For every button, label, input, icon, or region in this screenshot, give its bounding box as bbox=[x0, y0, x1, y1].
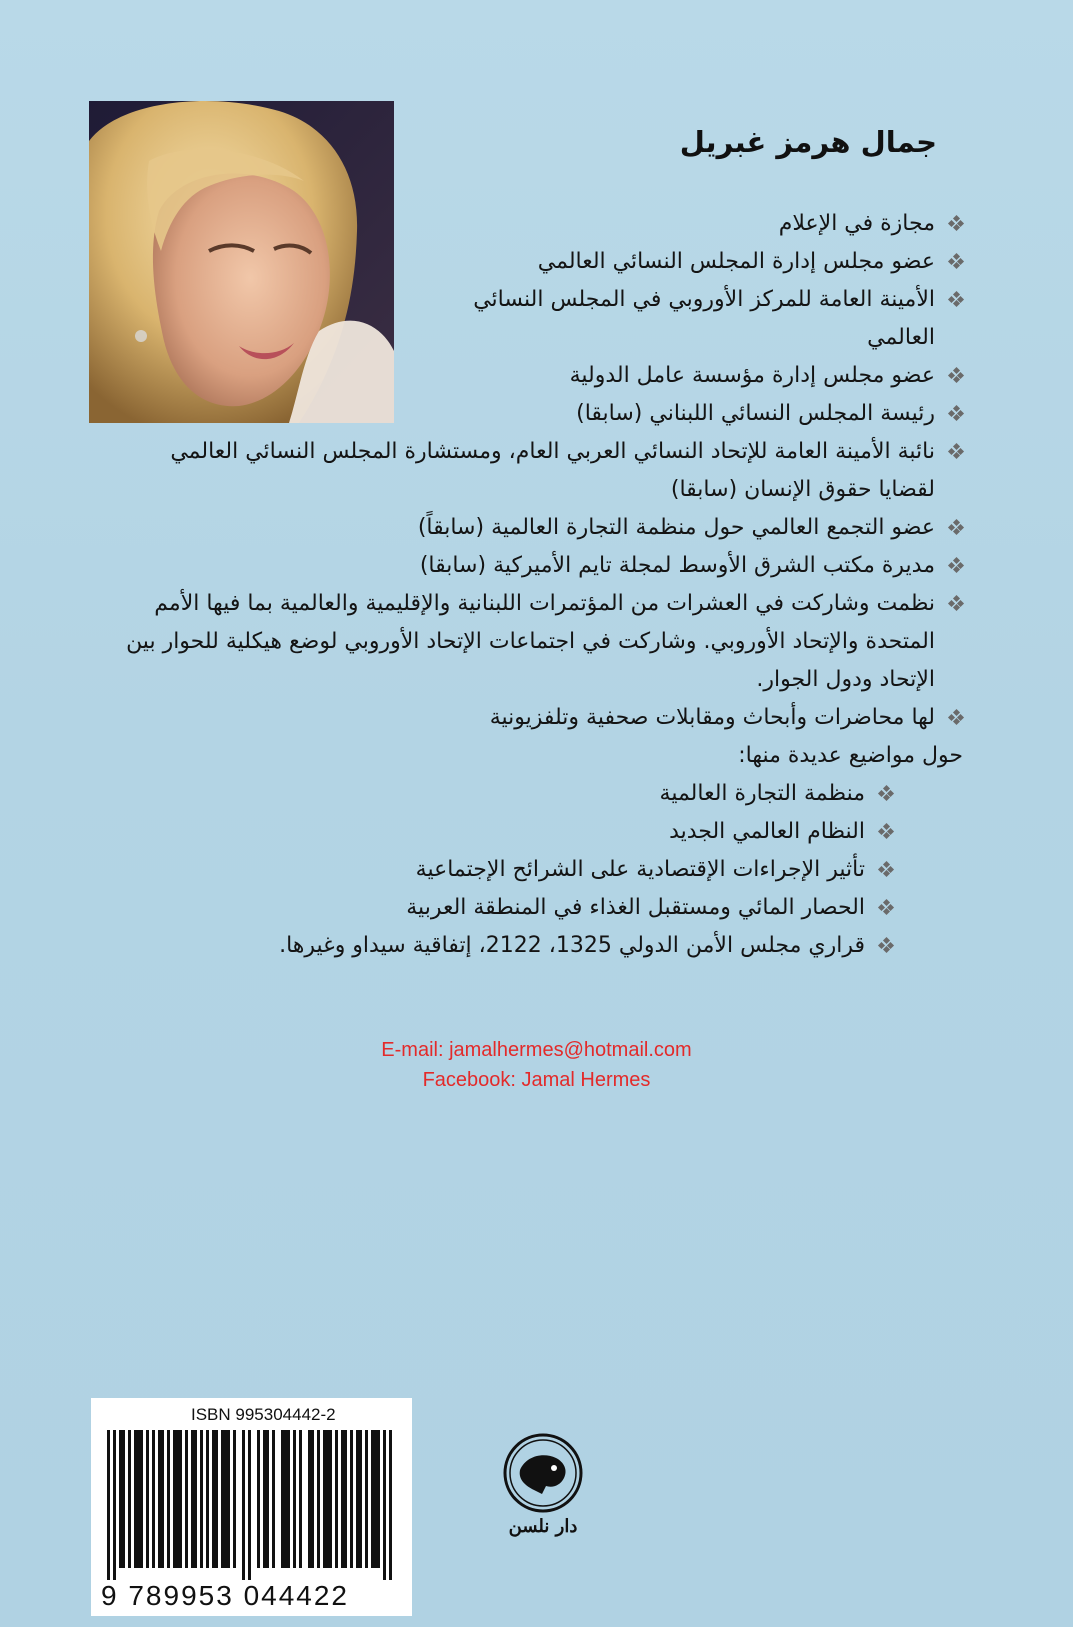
bio-item: عضو مجلس إدارة المجلس النسائي العالمي bbox=[83, 243, 963, 281]
diamond-bullet-icon bbox=[879, 786, 893, 800]
diamond-bullet-icon bbox=[879, 824, 893, 838]
email-line: E-mail: jamalhermes@hotmail.com bbox=[381, 1039, 692, 1061]
topics-intro: حول مواضيع عديدة منها: bbox=[738, 743, 963, 768]
diamond-bullet-icon bbox=[879, 938, 893, 952]
bio-item: عضو التجمع العالمي حول منظمة التجارة العالمية (سابقاً) bbox=[83, 509, 963, 547]
ean-digits: 9 789953 044422 bbox=[101, 1580, 349, 1611]
publisher-emblem-icon bbox=[498, 1430, 588, 1516]
topic-item: منظمة التجارة العالمية bbox=[83, 775, 893, 813]
isbn-barcode bbox=[91, 1398, 412, 1616]
author-bio-list bbox=[83, 205, 963, 965]
bio-item: مجازة في الإعلام bbox=[83, 205, 963, 243]
diamond-bullet-icon bbox=[949, 254, 963, 268]
topics-container bbox=[83, 775, 963, 965]
diamond-bullet-icon bbox=[949, 406, 963, 420]
topic-item: الحصار المائي ومستقبل الغذاء في المنطقة العربية bbox=[83, 889, 893, 927]
topics-list bbox=[83, 775, 893, 965]
contact-info bbox=[0, 1035, 1073, 1095]
bio-item: الأمينة العامة للمركز الأوروبي في المجلس النسائي العالمي bbox=[83, 281, 963, 357]
author-name: جمال هرمز غبريل bbox=[679, 125, 937, 159]
diamond-bullet-icon bbox=[949, 520, 963, 534]
isbn-label: ISBN 995304442-2 bbox=[191, 1405, 336, 1424]
bio-item: مديرة مكتب الشرق الأوسط لمجلة تايم الأميركية (سابقا) bbox=[83, 547, 963, 585]
bio-item: نظمت وشاركت في العشرات من المؤتمرات اللبنانية والإقليمية والعالمية بما فيها الأمم المتحدة والإتحاد الأوروبي. وشاركت في اجتماعات الإتحاد الأوروبي لوضع هيكلية للحوار بين الإتحاد ودول الجوار. bbox=[83, 585, 963, 699]
diamond-bullet-icon bbox=[879, 862, 893, 876]
facebook-line: Facebook: Jamal Hermes bbox=[422, 1069, 651, 1091]
diamond-bullet-icon bbox=[949, 216, 963, 230]
diamond-bullet-icon bbox=[949, 710, 963, 724]
bio-item: لها محاضرات وأبحاث ومقابلات صحفية وتلفزيونية bbox=[83, 699, 963, 737]
topic-item: النظام العالمي الجديد bbox=[83, 813, 893, 851]
topic-item: قراري مجلس الأمن الدولي 1325، 2122، إتفاقية سيداو وغيرها. bbox=[83, 927, 893, 965]
barcode-bars bbox=[107, 1430, 397, 1580]
diamond-bullet-icon bbox=[949, 596, 963, 610]
diamond-bullet-icon bbox=[949, 558, 963, 572]
diamond-bullet-icon bbox=[949, 292, 963, 306]
bio-item: عضو مجلس إدارة مؤسسة عامل الدولية bbox=[83, 357, 963, 395]
publisher-logo bbox=[498, 1430, 588, 1560]
diamond-bullet-icon bbox=[949, 444, 963, 458]
publisher-name: دار نلسن bbox=[508, 1516, 578, 1537]
diamond-bullet-icon bbox=[949, 368, 963, 382]
diamond-bullet-icon bbox=[879, 900, 893, 914]
bio-item: رئيسة المجلس النسائي اللبناني (سابقا) bbox=[83, 395, 963, 433]
bio-item: نائبة الأمينة العامة للإتحاد النسائي العربي العام، ومستشارة المجلس النسائي العالمي لقضايا حقوق الإنسان (سابقا) bbox=[83, 433, 963, 509]
topic-item: تأثير الإجراءات الإقتصادية على الشرائح الإجتماعية bbox=[83, 851, 893, 889]
